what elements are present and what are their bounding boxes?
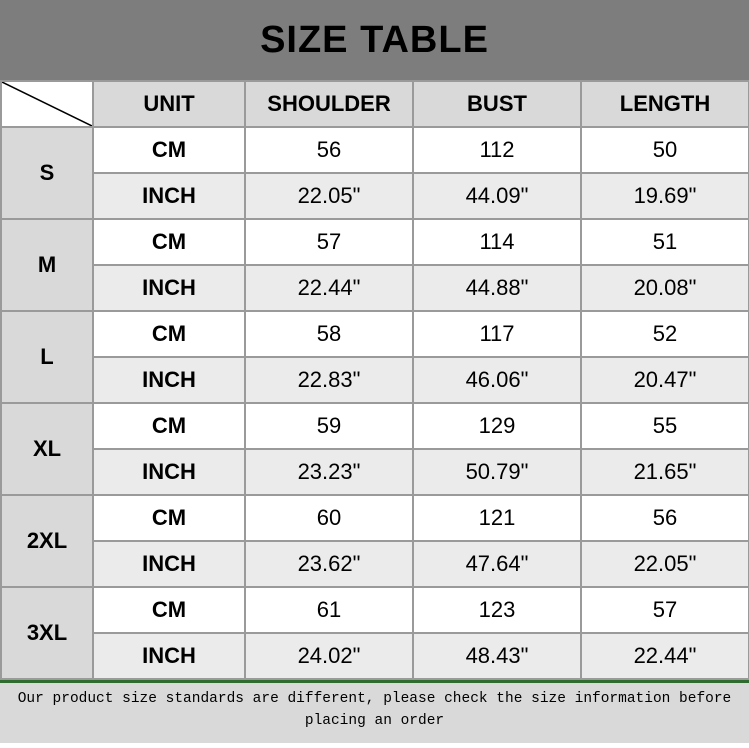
length-inch: 20.47" xyxy=(581,357,749,403)
shoulder-cm: 58 xyxy=(245,311,413,357)
shoulder-inch: 22.44" xyxy=(245,265,413,311)
bust-cm: 112 xyxy=(413,127,581,173)
shoulder-cm: 61 xyxy=(245,587,413,633)
length-cm: 56 xyxy=(581,495,749,541)
column-header-bust: BUST xyxy=(413,81,581,127)
unit-label-cm: CM xyxy=(93,587,245,633)
table-row xyxy=(1,449,749,495)
unit-label-inch: INCH xyxy=(93,633,245,679)
corner-cell xyxy=(1,81,93,127)
size-label: 3XL xyxy=(1,587,93,679)
unit-label-cm: CM xyxy=(93,127,245,173)
column-header-length: LENGTH xyxy=(581,81,749,127)
unit-label-cm: CM xyxy=(93,403,245,449)
shoulder-inch: 22.83" xyxy=(245,357,413,403)
table-row xyxy=(1,541,749,587)
length-cm: 55 xyxy=(581,403,749,449)
unit-label-inch: INCH xyxy=(93,541,245,587)
size-label: S xyxy=(1,127,93,219)
size-note: Our product size standards are different, please check the size information before placing an order xyxy=(0,683,749,743)
size-label: L xyxy=(1,311,93,403)
table-row xyxy=(1,587,749,633)
table-row xyxy=(1,219,749,265)
table-row xyxy=(1,173,749,219)
shoulder-cm: 60 xyxy=(245,495,413,541)
shoulder-inch: 23.23" xyxy=(245,449,413,495)
column-header-unit: UNIT xyxy=(93,81,245,127)
unit-label-cm: CM xyxy=(93,495,245,541)
bust-cm: 129 xyxy=(413,403,581,449)
shoulder-inch: 24.02" xyxy=(245,633,413,679)
table-header-row xyxy=(1,81,749,127)
column-header-shoulder: SHOULDER xyxy=(245,81,413,127)
table-row xyxy=(1,495,749,541)
length-cm: 50 xyxy=(581,127,749,173)
length-inch: 22.44" xyxy=(581,633,749,679)
bust-inch: 46.06" xyxy=(413,357,581,403)
size-table xyxy=(0,80,749,680)
bust-cm: 121 xyxy=(413,495,581,541)
title-bar xyxy=(0,0,749,80)
table-row xyxy=(1,311,749,357)
unit-label-cm: CM xyxy=(93,311,245,357)
table-row xyxy=(1,357,749,403)
unit-label-cm: CM xyxy=(93,219,245,265)
bust-cm: 117 xyxy=(413,311,581,357)
shoulder-inch: 22.05" xyxy=(245,173,413,219)
size-label: 2XL xyxy=(1,495,93,587)
shoulder-inch: 23.62" xyxy=(245,541,413,587)
shoulder-cm: 57 xyxy=(245,219,413,265)
size-label: M xyxy=(1,219,93,311)
bust-inch: 44.09" xyxy=(413,173,581,219)
length-inch: 21.65" xyxy=(581,449,749,495)
bust-cm: 114 xyxy=(413,219,581,265)
length-inch: 19.69" xyxy=(581,173,749,219)
unit-label-inch: INCH xyxy=(93,265,245,311)
bust-inch: 50.79" xyxy=(413,449,581,495)
table-row xyxy=(1,403,749,449)
unit-label-inch: INCH xyxy=(93,357,245,403)
table-row xyxy=(1,633,749,679)
bust-cm: 123 xyxy=(413,587,581,633)
length-cm: 51 xyxy=(581,219,749,265)
length-cm: 52 xyxy=(581,311,749,357)
bust-inch: 47.64" xyxy=(413,541,581,587)
page-title: SIZE TABLE xyxy=(260,18,489,61)
length-inch: 20.08" xyxy=(581,265,749,311)
length-cm: 57 xyxy=(581,587,749,633)
unit-label-inch: INCH xyxy=(93,449,245,495)
table-row xyxy=(1,127,749,173)
shoulder-cm: 59 xyxy=(245,403,413,449)
diagonal-slash-icon xyxy=(2,82,92,126)
table-row xyxy=(1,265,749,311)
shoulder-cm: 56 xyxy=(245,127,413,173)
bust-inch: 44.88" xyxy=(413,265,581,311)
length-inch: 22.05" xyxy=(581,541,749,587)
bust-inch: 48.43" xyxy=(413,633,581,679)
unit-label-inch: INCH xyxy=(93,173,245,219)
size-label: XL xyxy=(1,403,93,495)
